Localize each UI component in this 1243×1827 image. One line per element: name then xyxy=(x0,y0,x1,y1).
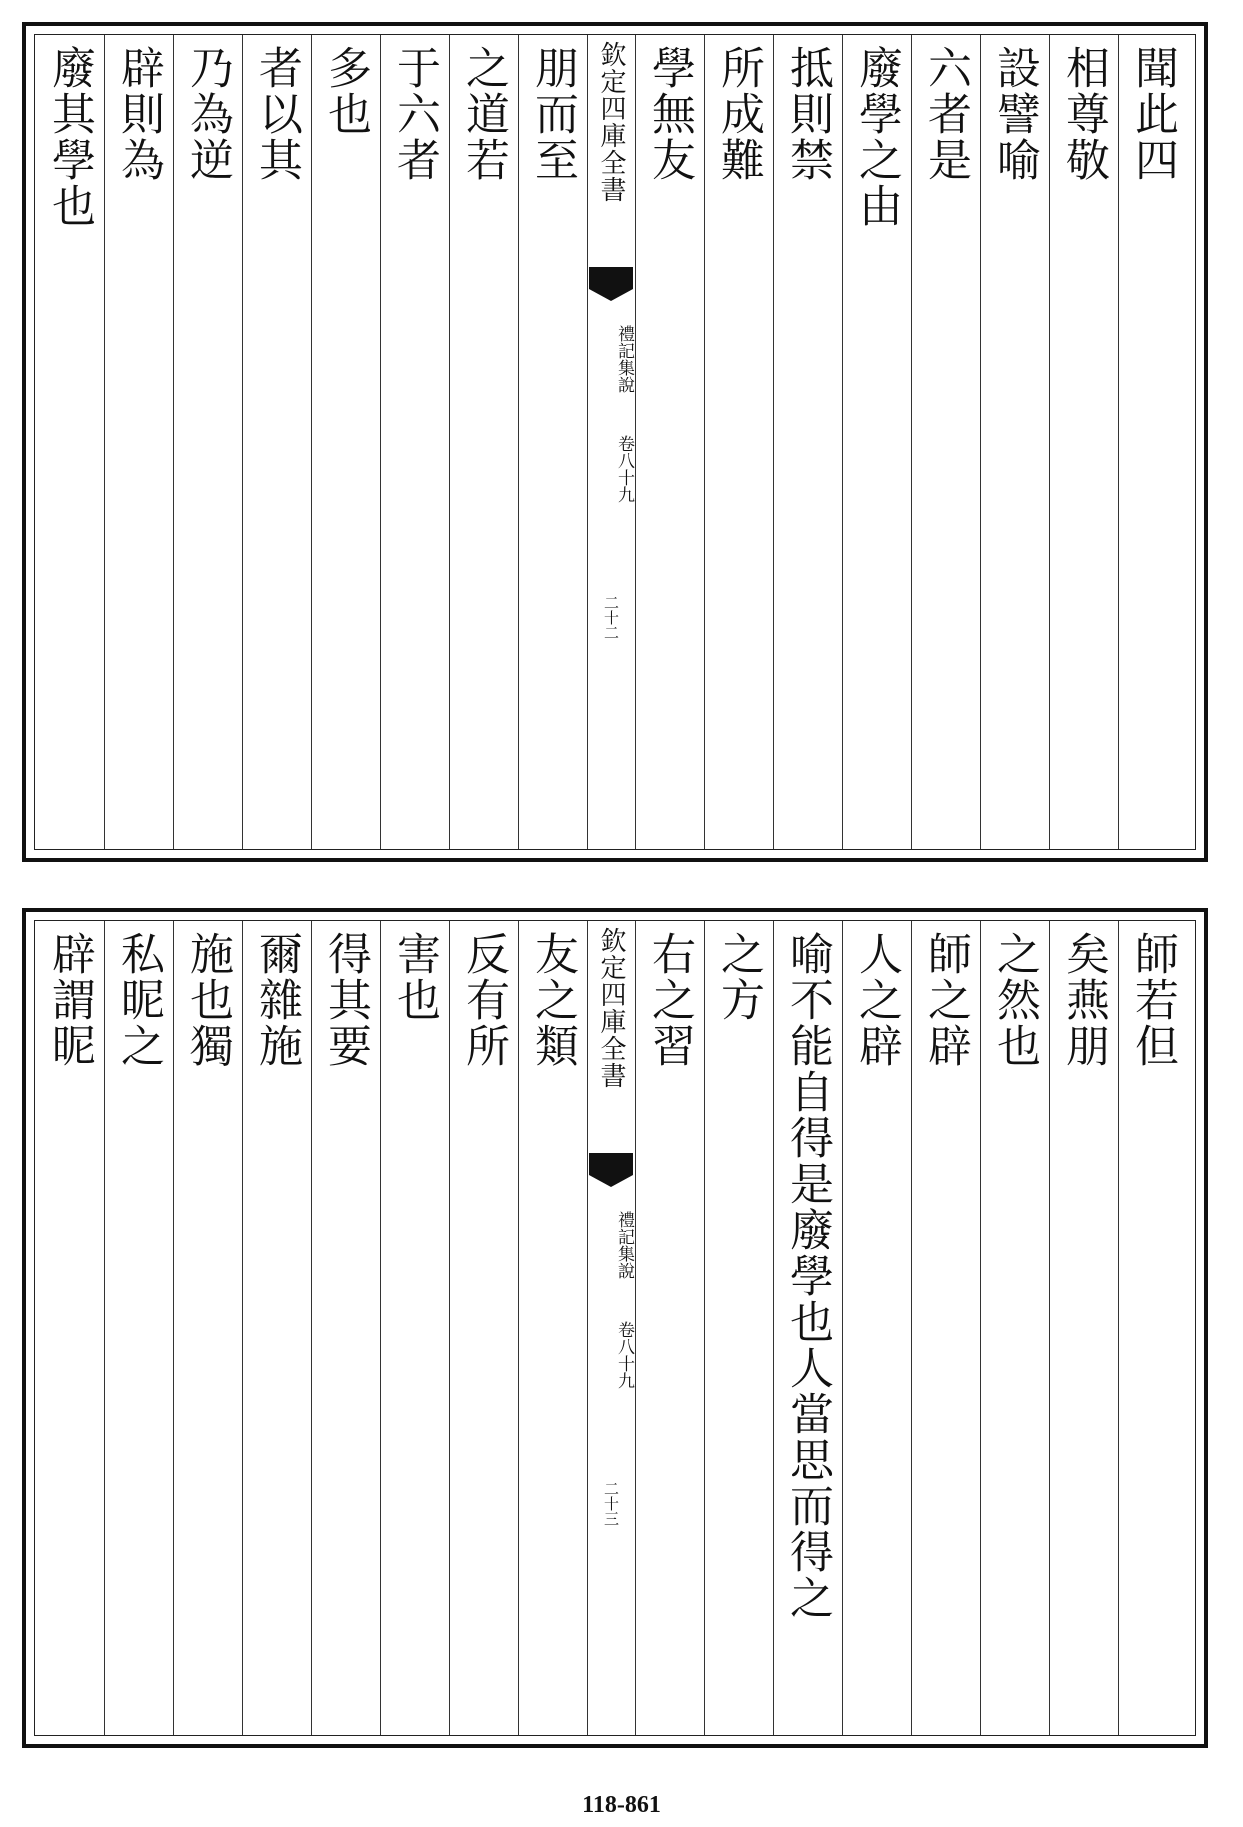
text-column: 抵則禁 xyxy=(782,45,833,183)
top-page xyxy=(22,22,1208,862)
text-column: 六者是 xyxy=(920,45,971,183)
fish-tail-icon xyxy=(589,267,633,289)
text-column: 廢其學也 xyxy=(44,45,95,229)
bottom-page xyxy=(22,908,1208,1748)
text-column: 爾雜施 xyxy=(251,931,302,1069)
text-column: 辟謂昵 xyxy=(44,931,95,1069)
text-column: 相尊敬 xyxy=(1058,45,1109,183)
top-page-frame xyxy=(34,34,1196,850)
text-column: 私昵之 xyxy=(113,931,164,1069)
page-number-footer: 118-861 xyxy=(582,1792,661,1818)
text-column: 多也 xyxy=(320,45,371,137)
text-column: 朋而至 xyxy=(527,45,578,183)
header-title: 欽定四庫全書 xyxy=(596,927,626,1089)
text-column: 得其要 xyxy=(320,931,371,1069)
text-column: 所成難 xyxy=(713,45,764,183)
text-column: 設譬喻 xyxy=(989,45,1040,183)
text-column: 師之辟 xyxy=(920,931,971,1069)
text-column: 喻不能自得是廢學也人當思而得之 xyxy=(782,931,833,1621)
text-column: 矣燕朋 xyxy=(1058,931,1109,1069)
bottom-page-frame xyxy=(34,920,1196,1736)
text-column: 之然也 xyxy=(989,931,1040,1069)
text-column: 之方 xyxy=(713,931,764,1023)
volume-label: 卷八十九 xyxy=(614,435,634,503)
text-column: 人之辟 xyxy=(851,931,902,1069)
center-fold xyxy=(587,35,635,849)
text-column: 害也 xyxy=(389,931,440,1023)
text-column: 反有所 xyxy=(458,931,509,1069)
text-column: 者以其 xyxy=(251,45,302,183)
fish-tail-icon xyxy=(589,1153,633,1175)
text-column: 施也獨 xyxy=(182,931,233,1069)
folio-number: 二十三 xyxy=(602,1481,620,1526)
book-title: 禮記集說 xyxy=(614,325,634,393)
text-column: 師若但 xyxy=(1127,931,1178,1069)
center-fold xyxy=(587,921,635,1735)
text-column: 友之類 xyxy=(527,931,578,1069)
folio-number: 二十二 xyxy=(602,595,620,640)
text-column: 于六者 xyxy=(389,45,440,183)
text-column: 聞此四 xyxy=(1127,45,1178,183)
text-column: 廢學之由 xyxy=(851,45,902,229)
text-column: 之道若 xyxy=(458,45,509,183)
text-column: 辟則為 xyxy=(113,45,164,183)
book-title: 禮記集說 xyxy=(614,1211,634,1279)
text-column: 乃為逆 xyxy=(182,45,233,183)
header-title: 欽定四庫全書 xyxy=(596,41,626,203)
volume-label: 卷八十九 xyxy=(614,1321,634,1389)
text-column: 學無友 xyxy=(644,45,695,183)
text-column: 右之習 xyxy=(644,931,695,1069)
